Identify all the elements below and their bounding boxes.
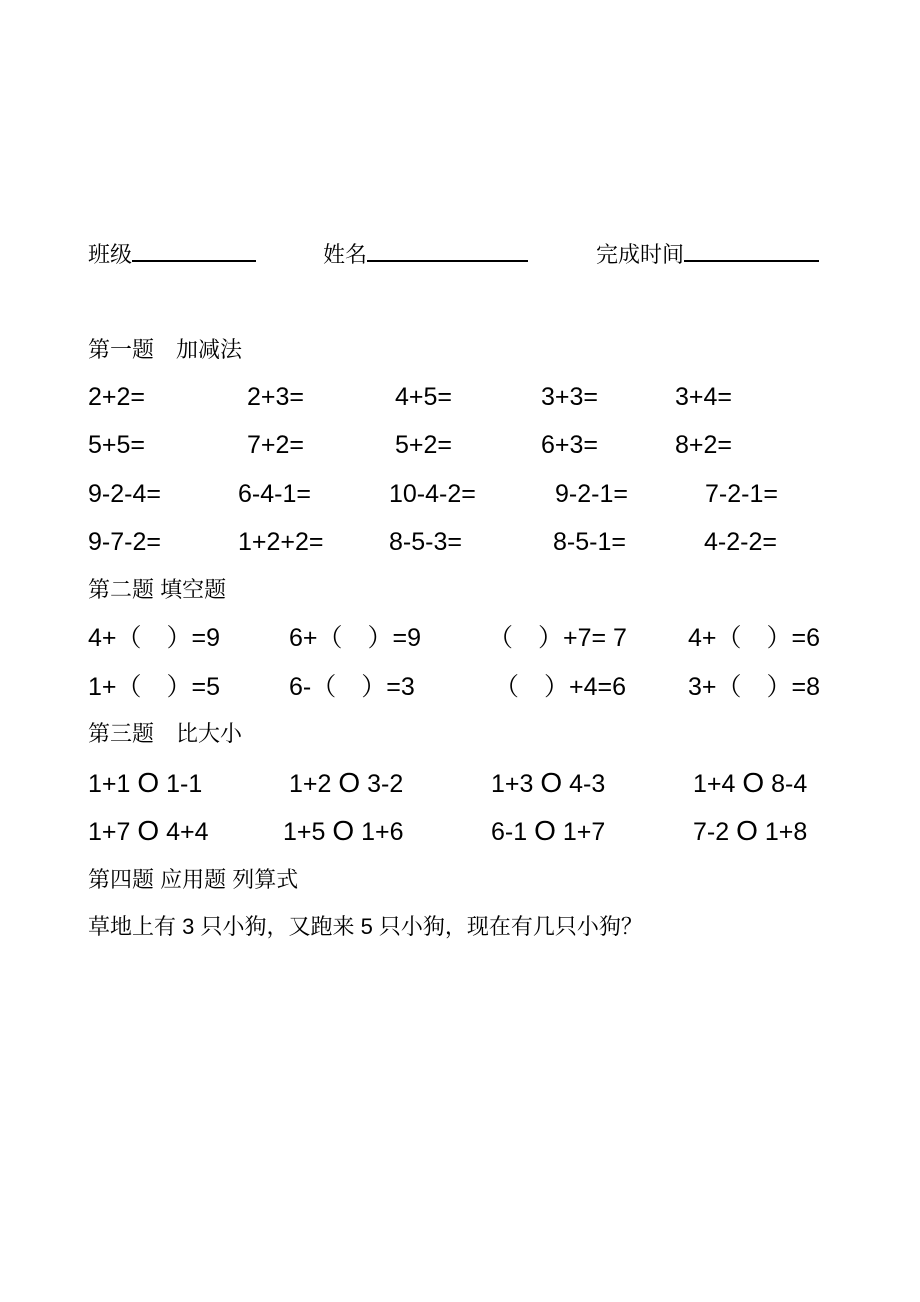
compare-left: 1+5 [283,818,326,846]
class-label: 班级 [88,242,133,267]
compare-left: 1+1 [88,770,131,798]
compare-left: 6-1 [491,818,528,846]
problem: 7+2= [247,431,305,459]
time-field [596,238,819,269]
class-blank[interactable] [132,238,256,262]
problem: 6+3= [541,431,599,459]
compare-problem [491,768,605,799]
name-blank[interactable] [367,238,528,262]
compare-circle[interactable]: O [137,815,160,846]
problem: 8-5-3= [389,528,462,556]
problem: 4-2-2= [704,528,777,556]
problem: 3+3= [541,383,599,411]
time-label: 完成时间 [596,242,685,267]
compare-problem [693,816,807,847]
section-title-3: 第三题 比大小 [88,721,243,746]
fill-blank-problem: （ ）+4=6 [494,673,627,701]
problem: 4+5= [395,383,453,411]
compare-circle[interactable]: O [736,815,758,846]
fill-blank-problem: 4+（ ）=6 [688,624,821,652]
problem: 6-4-1= [238,480,311,508]
compare-problem [289,768,403,799]
problem: 8+2= [675,431,733,459]
compare-right: 4+4 [166,818,209,846]
problem: 5+5= [88,431,146,459]
name-label: 姓名 [323,242,368,267]
compare-problem [491,816,605,847]
compare-circle[interactable]: O [540,767,563,798]
problem: 9-2-4= [88,480,161,508]
section-title-1: 第一题 加减法 [88,337,243,362]
problem: 5+2= [395,431,453,459]
problem: 2+2= [88,383,146,411]
problem: 2+3= [247,383,305,411]
compare-circle[interactable]: O [332,815,355,846]
compare-right: 8-4 [771,770,808,798]
compare-problem [283,816,404,847]
compare-left: 1+7 [88,818,131,846]
compare-circle[interactable]: O [534,815,556,846]
problem: 10-4-2= [389,480,476,508]
time-blank[interactable] [684,238,819,262]
compare-problem [88,816,209,847]
problem: 7-2-1= [705,480,778,508]
compare-circle[interactable]: O [137,767,160,798]
fill-blank-problem: 6-（ ）=3 [289,673,415,701]
section-title-2: 第二题 填空题 [88,577,227,602]
compare-right: 1+8 [764,818,808,846]
fill-blank-problem: （ ）+7= 7 [488,624,627,652]
class-field [88,238,256,269]
compare-problem [88,768,202,799]
problem: 8-5-1= [553,528,626,556]
compare-left: 1+4 [693,770,736,798]
compare-right: 3-2 [367,770,404,798]
problem: 3+4= [675,383,733,411]
compare-left: 1+2 [289,770,332,798]
name-field [323,238,528,269]
fill-blank-problem: 4+（ ）=9 [88,624,221,652]
compare-right: 1+6 [361,818,404,846]
problem: 9-7-2= [88,528,161,556]
compare-left: 1+3 [491,770,534,798]
compare-right: 1+7 [562,818,606,846]
compare-right: 1-1 [166,770,203,798]
section-title-4: 第四题 应用题 列算式 [88,867,299,892]
compare-problem [693,768,807,799]
fill-blank-problem: 6+（ ）=9 [289,624,422,652]
fill-blank-problem: 3+（ ）=8 [688,673,821,701]
word-problem-text: 草地上有 3 只小狗，又跑来 5 只小狗，现在有几只小狗？ [88,914,643,939]
problem: 1+2+2= [238,528,324,556]
problem: 9-2-1= [555,480,628,508]
compare-circle[interactable]: O [338,767,361,798]
compare-left: 7-2 [693,818,730,846]
compare-circle[interactable]: O [742,767,765,798]
fill-blank-problem: 1+（ ）=5 [88,673,221,701]
compare-right: 4-3 [569,770,606,798]
